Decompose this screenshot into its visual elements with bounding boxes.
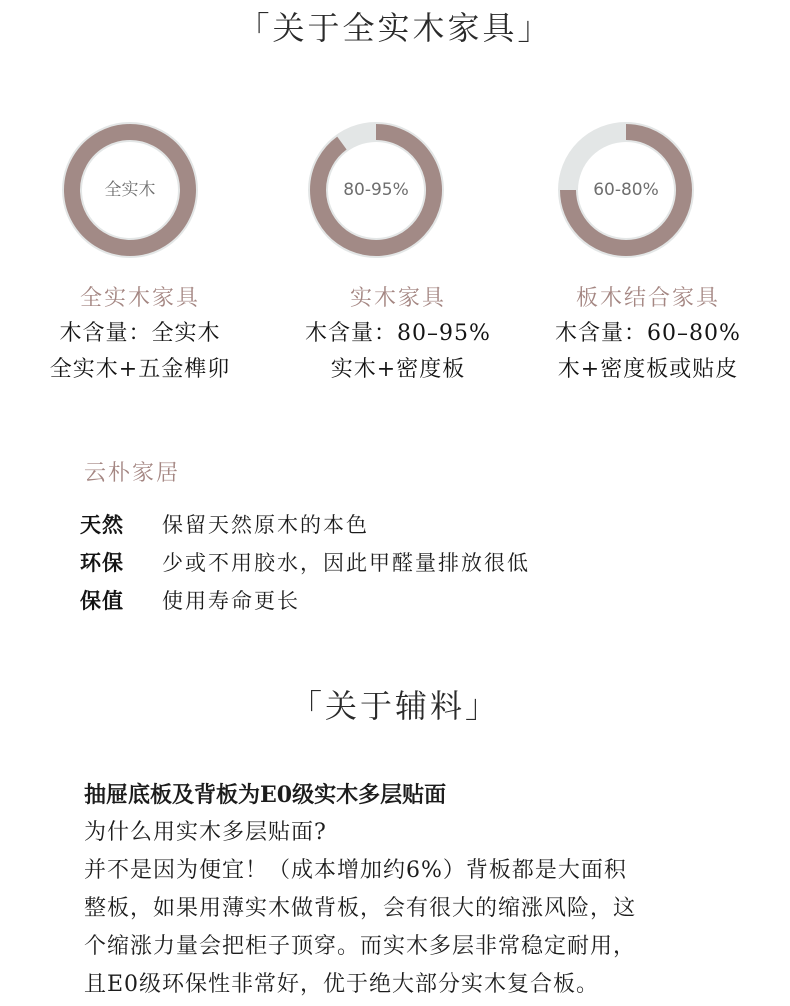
category-name: 板木结合家具 xyxy=(575,286,720,311)
donut-label: 80-95% xyxy=(343,180,409,200)
material-text: 全实木+五金榫卯 xyxy=(49,357,231,382)
category-name: 实木家具 xyxy=(349,286,446,311)
section-title-accessories: 「关于辅料」 xyxy=(289,687,500,725)
feature-value: 保留天然原木的本色 xyxy=(162,513,369,537)
wood-content-text: 木含量：全实木 xyxy=(59,321,221,346)
feature-key: 环保 xyxy=(80,550,124,575)
feature-row-eco xyxy=(80,544,530,582)
material-text: 实木+密度板 xyxy=(330,357,466,382)
paragraph-line: 个缩涨力量会把柜子顶穿。而实木多层非常稳定耐用， xyxy=(84,934,637,959)
donut-label: 全实木 xyxy=(104,180,156,200)
donut-label: 60-80% xyxy=(593,180,659,200)
brand-name: 云朴家居 xyxy=(84,461,181,486)
feature-value: 少或不用胶水，因此甲醛量排放很低 xyxy=(162,551,530,575)
wood-content-text: 木含量：60–80% xyxy=(555,321,741,346)
donut-chart-solid-wood-furniture xyxy=(308,122,444,258)
paragraph-line: 并不是因为便宜！（成本增加约6%）背板都是大面积 xyxy=(84,858,627,883)
paragraph-line: 为什么用实木多层贴面? xyxy=(84,820,327,845)
paragraph-line: 且E0级环保性非常好，优于绝大部分实木复合板。 xyxy=(84,972,600,997)
donut-chart-panel-wood xyxy=(558,122,694,258)
feature-value: 使用寿命更长 xyxy=(162,589,300,613)
paragraph-heading: 抽屉底板及背板为E0级实木多层贴面 xyxy=(84,782,447,808)
feature-key: 保值 xyxy=(80,588,124,613)
category-name: 全实木家具 xyxy=(79,286,200,311)
feature-row-value xyxy=(80,582,300,620)
category-column-wood xyxy=(273,282,523,388)
wood-content-text: 木含量：80–95% xyxy=(305,321,491,346)
category-column-solid-wood xyxy=(15,282,265,388)
feature-row-natural xyxy=(80,506,369,544)
accessories-paragraph xyxy=(84,776,774,1004)
paragraph-line: 整板，如果用薄实木做背板，会有很大的缩涨风险，这 xyxy=(84,896,637,921)
material-text: 木+密度板或贴皮 xyxy=(557,357,739,382)
feature-key: 天然 xyxy=(80,512,124,537)
donut-chart-solid-wood xyxy=(62,122,198,258)
category-column-panel-wood xyxy=(523,282,773,388)
section-title-furniture: 「关于全实木家具」 xyxy=(237,9,553,47)
